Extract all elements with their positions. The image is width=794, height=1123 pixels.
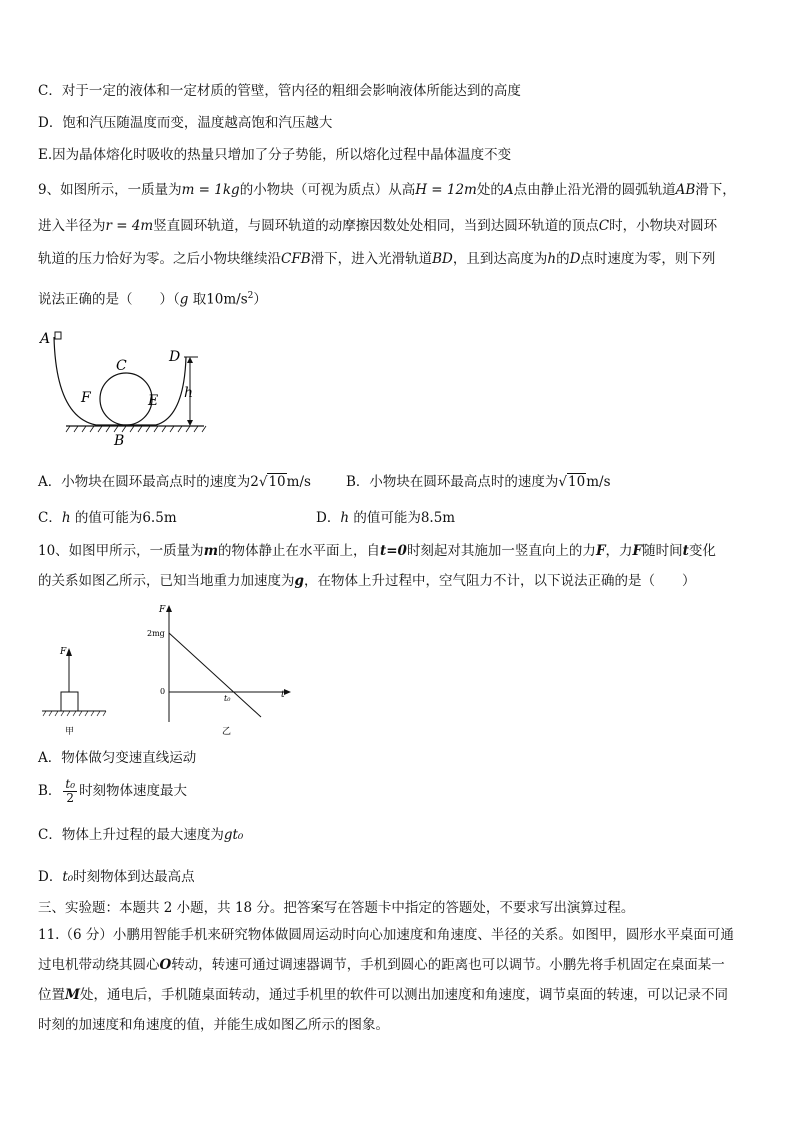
- track-arc-ab: [54, 337, 186, 425]
- x-axis-arrow: [284, 689, 291, 695]
- q10-figure-yi: [144, 600, 294, 740]
- q10-option-d: D．t₀时刻物体到达最高点: [38, 869, 195, 885]
- q9-stem-line4: 说法正确的是（ ）（g 取$10m/s^2$）: [38, 291, 267, 308]
- caption-yi: 乙: [222, 727, 232, 737]
- label-a: A: [40, 331, 51, 347]
- force-arrow-head: [66, 648, 72, 656]
- q9-track-figure: [36, 325, 212, 449]
- origin-label: 0: [160, 687, 166, 696]
- q11-line3: 位置M处，通电后，手机随桌面转动，通过手机里的软件可以测出加速度和角速度，调节桌面的转速，可以记录不同: [38, 987, 728, 1003]
- q11-line2: 过电机带动绕其圆心O转动，转速可通过调速器调节，手机到圆心的距离也可以调节。小鹏先将手机固定在桌面某一: [38, 957, 725, 973]
- q11-line1: 11.（6 分）小鹏用智能手机来研究物体做圆周运动时向心加速度和角速度、半径的关系。如图甲，圆形水平桌面可通: [38, 927, 734, 943]
- block: [61, 692, 78, 711]
- q10-option-a: A．物体做匀变速直线运动: [38, 750, 197, 766]
- tick-2mg: 2mg: [147, 629, 165, 638]
- q11-line4: 时刻的加速度和角速度的值，并能生成如图乙所示的图象。: [38, 1017, 389, 1033]
- force-label: F: [60, 647, 67, 657]
- q9-stem-line1: 9、如图所示，一质量为m = 1kg的小物块（可视为质点）从高H = 12m处的A点由静止沿光滑的圆弧轨道AB滑下，: [38, 182, 736, 198]
- q10-option-c: C．物体上升过程的最大速度为gt₀: [38, 827, 244, 843]
- q9-option-a: A．小物块在圆环最高点时的速度为2√10m/s: [38, 474, 311, 490]
- q8-option-d: D．饱和汽压随温度而变，温度越高饱和汽压越大: [38, 115, 333, 131]
- q9-stem-line2: 进入半径为r = 4m竖直圆环轨道，与圆环轨道的动摩擦因数处处相同，当到达圆环轨道的顶点C时，小物块对圆环: [38, 218, 718, 234]
- q10-stem-line2: 的关系如图乙所示，已知当地重力加速度为g，在物体上升过程中，空气阻力不计，以下说法正确的是（ ）: [38, 573, 696, 589]
- section3-heading: 三、实验题：本题共 2 小题，共 18 分。把答案写在答题卡中指定的答题处，不要求写出演算过程。: [38, 900, 635, 916]
- label-b: B: [114, 433, 125, 449]
- height-arrow-head-bottom: [187, 420, 193, 426]
- q8-option-e: E.因为晶体熔化时吸收的热量只增加了分子势能，所以熔化过程中晶体温度不变: [38, 147, 512, 163]
- floor-hatch: [43, 711, 106, 716]
- tick-t0: t₀: [224, 694, 231, 703]
- x-axis-label: t: [281, 690, 285, 700]
- q10-figure-jia: [40, 642, 110, 737]
- block-a: [55, 332, 61, 339]
- ground-hatch: [66, 426, 206, 432]
- q9-option-c: C．h 的值可能为6.5m: [38, 510, 177, 526]
- q9-option-b: B．小物块在圆环最高点时的速度为√10m/s: [346, 474, 611, 490]
- q10-stem-line1: 10、如图甲所示，一质量为m的物体静止在水平面上，自t=0时刻起对其施加一竖直向上的力F，力F随时间t变化: [38, 543, 716, 559]
- q10-option-b: B． $\frac{\text{t₀}}{2}$ 时刻物体速度最大: [38, 777, 188, 805]
- y-axis-label: F: [159, 605, 166, 615]
- height-arrow-head-top: [187, 357, 193, 363]
- label-h: h: [184, 385, 194, 401]
- q9-option-d: D．h 的值可能为8.5m: [316, 510, 456, 526]
- label-c: C: [116, 358, 127, 374]
- y-axis-arrow: [166, 605, 172, 612]
- loop-circle: [100, 373, 152, 425]
- caption-jia: 甲: [65, 727, 75, 737]
- label-e: E: [148, 393, 159, 409]
- label-f: F: [81, 390, 91, 406]
- q9-stem-line3: 轨道的压力恰好为零。之后小物块继续沿CFB滑下，进入光滑轨道BD，且到达高度为h的D点时速度为零，则下列: [38, 251, 716, 267]
- force-line: [169, 633, 261, 717]
- label-d: D: [169, 349, 181, 365]
- q8-option-c: C．对于一定的液体和一定材质的管壁，管内径的粗细会影响液体所能达到的高度: [38, 83, 521, 99]
